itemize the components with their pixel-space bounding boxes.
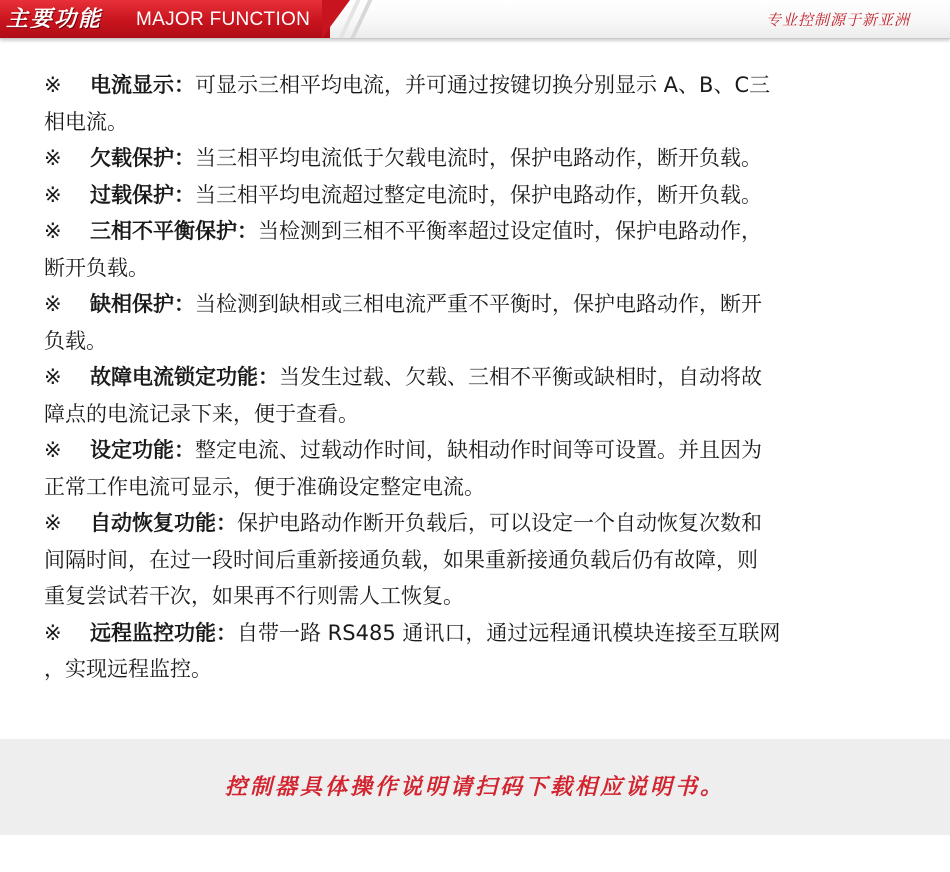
item-term: 过载保护： — [90, 182, 195, 207]
header-title-cn: 主要功能 — [6, 6, 103, 32]
item-term: 自动恢复功能： — [90, 511, 237, 535]
item-text: 当检测到三相不平衡率超过设定值时，保护电路动作， — [258, 219, 762, 243]
list-item — [44, 213, 894, 286]
reference-mark-icon: ※ — [44, 73, 62, 97]
reference-mark-icon: ※ — [44, 182, 62, 207]
list-item — [44, 432, 894, 505]
item-text-cont: 正常工作电流可显示，便于准确设定整定电流。 — [44, 474, 485, 499]
header-slogan: 专业控制源于新亚洲 — [765, 11, 910, 29]
item-term: 电流显示： — [90, 73, 195, 97]
item-term: 远程监控功能： — [90, 620, 237, 645]
item-term: 三相不平衡保护： — [90, 219, 258, 243]
item-text-cont: 负载。 — [44, 328, 107, 353]
item-text: 当检测到缺相或三相电流严重不平衡时，保护电路动作，断开 — [195, 292, 762, 316]
reference-mark-icon: ※ — [44, 219, 62, 243]
item-text-cont: 障点的电流记录下来，便于查看。 — [44, 401, 359, 426]
footer-band — [0, 739, 950, 835]
item-text: 自带一路 RS485 通讯口，通过远程通讯模块连接至互联网 — [237, 620, 781, 645]
item-text: 可显示三相平均电流，并可通过按键切换分别显示 A、B、C三 — [195, 73, 771, 97]
reference-mark-icon: ※ — [44, 292, 62, 316]
header-title-en: MAJOR FUNCTION — [136, 9, 311, 30]
reference-mark-icon: ※ — [44, 511, 62, 535]
item-text-cont: 间隔时间，在过一段时间后重新接通负载，如果重新接通负载后仍有故障，则 — [44, 547, 758, 572]
reference-mark-icon: ※ — [44, 620, 62, 645]
list-item — [44, 505, 894, 615]
list-item — [44, 359, 894, 432]
item-text: 当三相平均电流超过整定电流时，保护电路动作，断开负载。 — [195, 182, 762, 207]
item-term: 设定功能： — [90, 438, 195, 462]
item-term: 故障电流锁定功能： — [90, 365, 279, 389]
footer-note: 控制器具体操作说明请扫码下载相应说明书。 — [224, 774, 725, 800]
list-item — [44, 286, 894, 359]
reference-mark-icon: ※ — [44, 365, 62, 389]
function-list — [44, 67, 894, 688]
item-text-cont: 断开负载。 — [44, 255, 149, 280]
list-item — [44, 177, 894, 214]
item-text-cont: ，实现远程监控。 — [44, 657, 212, 681]
list-item — [44, 140, 894, 177]
item-text-cont: 相电流。 — [44, 109, 128, 134]
reference-mark-icon: ※ — [44, 438, 62, 462]
item-text: 当发生过载、欠载、三相不平衡或缺相时，自动将故 — [279, 365, 762, 389]
list-item — [44, 67, 894, 140]
item-text: 当三相平均电流低于欠载电流时，保护电路动作，断开负载。 — [195, 146, 762, 170]
reference-mark-icon: ※ — [44, 146, 62, 170]
header-slash-decoration — [338, 0, 374, 38]
list-item — [44, 615, 894, 688]
item-text-cont2: 重复尝试若干次，如果再不行则需人工恢复。 — [44, 584, 464, 608]
header-banner — [0, 0, 950, 40]
item-term: 缺相保护： — [90, 292, 195, 316]
item-term: 欠载保护： — [90, 146, 195, 170]
item-text: 保护电路动作断开负载后，可以设定一个自动恢复次数和 — [237, 511, 762, 535]
item-text: 整定电流、过载动作时间，缺相动作时间等可设置。并且因为 — [195, 438, 762, 462]
